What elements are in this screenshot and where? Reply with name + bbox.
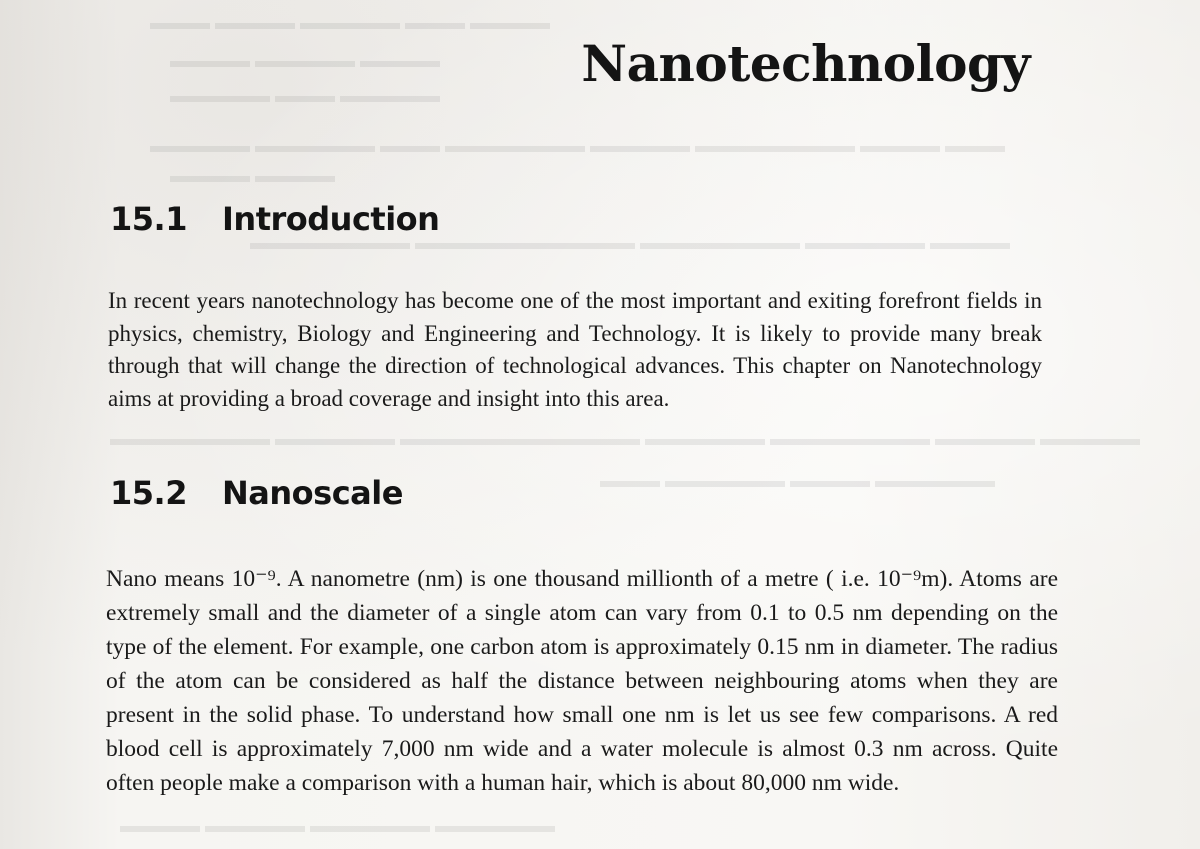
show-through-texture: ▬▬▬ ▬▬▬▬▬▬ ▬▬▬▬ ▬▬▬▬▬▬ xyxy=(600,470,995,492)
section-number: 15.1 xyxy=(110,200,187,238)
show-through-texture: ▬▬▬▬▬ ▬▬▬▬▬▬ ▬▬▬ ▬▬▬▬▬▬▬ ▬▬▬▬▬ ▬▬▬▬▬▬▬▬ ▬▬▬▬ ▬▬▬ xyxy=(150,135,1005,157)
section-number: 15.2 xyxy=(110,474,187,512)
chapter-title: Nanotechnology xyxy=(581,34,1030,93)
section-heading-nanoscale xyxy=(110,474,403,512)
section-title: Introduction xyxy=(222,200,440,238)
show-through-texture: ▬▬▬▬ ▬▬▬▬▬ ▬▬▬▬▬▬ ▬▬▬▬▬▬ xyxy=(120,815,555,837)
section-paragraph-introduction: In recent years nanotechnology has become one of the most important and exiting forefront fields in physics, chemistry, Biology and Engineering and Technology. It is likely to provide many break through that will change the direction of technological advances. This chapter on Nanotechnology aims at providing a broad coverage and insight into this area. xyxy=(108,288,1042,411)
show-through-texture: ▬▬▬▬ ▬▬▬▬ xyxy=(170,165,335,187)
section-paragraph-nanoscale: Nano means 10⁻⁹. A nanometre (nm) is one thousand millionth of a metre ( i.e. 10⁻⁹m). Atoms are extremely small and the diameter of a single atom can vary from 0.1 to 0.5 nm depending on the type of the element. For example, one carbon atom is approximately 0.15 nm in diameter. The radius of the atom can be considered as half the distance between neighbouring atoms when they are present in the solid phase. To understand how small one nm is let us see few comparisons. A red blood cell is approximately 7,000 nm wide and a water molecule is almost 0.3 nm across. Quite often people make a comparison with a human hair, which is about 80,000 nm wide. xyxy=(106,565,1058,796)
show-through-texture: ▬▬▬▬▬▬▬▬ ▬▬▬▬▬▬▬▬▬▬▬ ▬▬▬▬▬▬▬▬ ▬▬▬▬▬▬ ▬▬▬▬ xyxy=(250,232,1010,254)
show-through-texture: ▬▬▬▬▬▬▬▬ ▬▬▬▬▬▬ ▬▬▬▬▬▬▬▬▬▬▬▬ ▬▬▬▬▬▬ ▬▬▬▬▬▬▬▬ ▬▬▬▬▬ ▬▬▬▬▬ xyxy=(110,428,1140,450)
section-title: Nanoscale xyxy=(222,474,403,512)
show-through-texture: ▬▬▬▬▬ ▬▬▬ ▬▬▬▬▬ xyxy=(170,85,440,107)
show-through-texture: ▬▬▬▬ ▬▬▬▬▬ ▬▬▬▬ xyxy=(170,50,440,72)
section-heading-introduction xyxy=(110,200,439,238)
show-through-texture: ▬▬▬ ▬▬▬▬ ▬▬▬▬▬ ▬▬▬ ▬▬▬▬ xyxy=(150,12,550,34)
